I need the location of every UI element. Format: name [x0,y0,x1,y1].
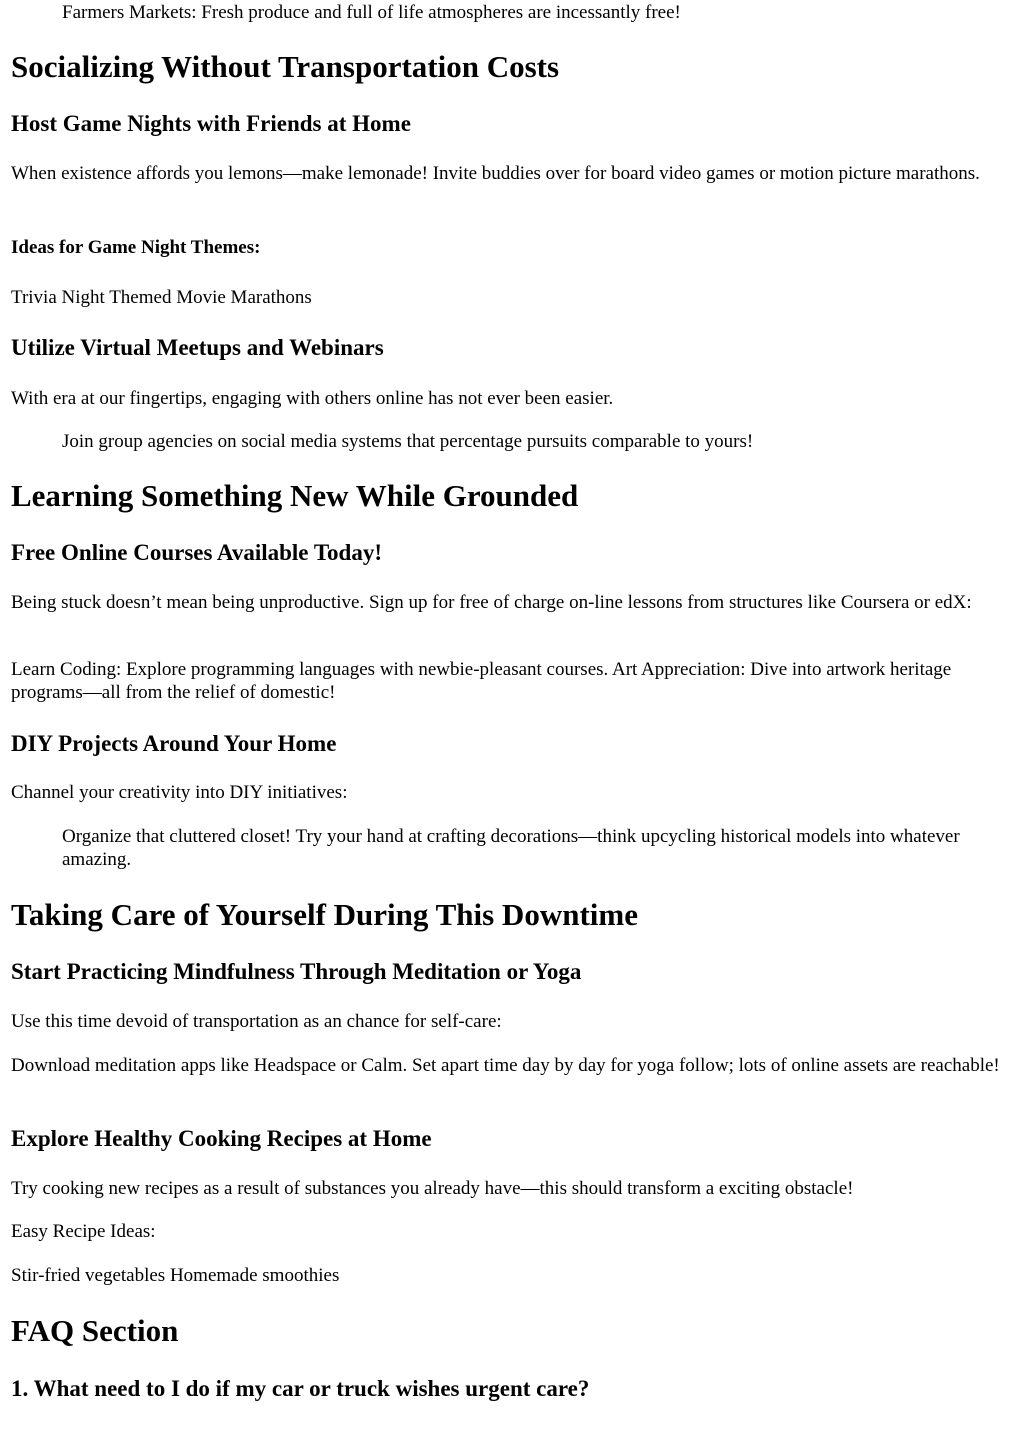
game-night-themes-list: Trivia Night Themed Movie Marathons [11,287,312,308]
farmers-markets-text: Farmers Markets: Fresh produce and full of life atmospheres are incessantly free! [62,2,681,23]
learning-heading: Learning Something New While Grounded [11,478,579,513]
diy-projects-heading: DIY Projects Around Your Home [11,731,337,756]
mindfulness-heading: Start Practicing Mindfulness Through Meditation or Yoga [11,959,582,984]
virtual-meetups-heading: Utilize Virtual Meetups and Webinars [11,335,384,360]
meditation-paragraph: Download meditation apps like Headspace or Calm. Set apart time day by day for yoga follow; lots of online assets are reachable! [11,1055,1000,1076]
faq-heading: FAQ Section [11,1313,179,1348]
healthy-cooking-paragraph: Try cooking new recipes as a result of substances you already have—this should transform a exciting obstacle! [11,1178,854,1199]
join-groups-text: Join group agencies on social media systems that percentage pursuits comparable to yours! [62,431,754,452]
game-nights-heading: Host Game Nights with Friends at Home [11,111,411,136]
easy-recipe-list: Stir-fried vegetables Homemade smoothies [11,1265,340,1286]
faq-question-1: 1. What need to I do if my car or truck wishes urgent care? [11,1376,590,1401]
game-nights-paragraph: When existence affords you lemons—make lemonade! Invite buddies over for board video games or motion picture marathons. [11,163,980,184]
free-courses-heading: Free Online Courses Available Today! [11,540,383,565]
easy-recipe-label: Easy Recipe Ideas: [11,1221,156,1242]
healthy-cooking-heading: Explore Healthy Cooking Recipes at Home [11,1126,432,1151]
free-courses-paragraph: Being stuck doesn’t mean being unproductive. Sign up for free of charge on-line lessons from structures like Coursera or edX: [11,592,972,613]
game-night-themes-heading: Ideas for Game Night Themes: [11,237,261,258]
socializing-heading: Socializing Without Transportation Costs [11,49,560,84]
virtual-meetups-paragraph: With era at our fingertips, engaging with others online has not ever been easier. [11,388,614,409]
self-care-heading: Taking Care of Yourself During This Downtime [11,897,638,932]
diy-ideas-text: Organize that cluttered closet! Try your hand at crafting decorations—think upcycling historical models into whatever amazing. [62,826,960,870]
diy-projects-paragraph: Channel your creativity into DIY initiatives: [11,782,348,803]
self-care-paragraph: Use this time devoid of transportation as an chance for self-care: [11,1011,502,1032]
course-examples-paragraph: Learn Coding: Explore programming languages with newbie-pleasant courses. Art Appreciation: Dive into artwork heritage programs—all from the relief of domestic! [11,659,952,703]
